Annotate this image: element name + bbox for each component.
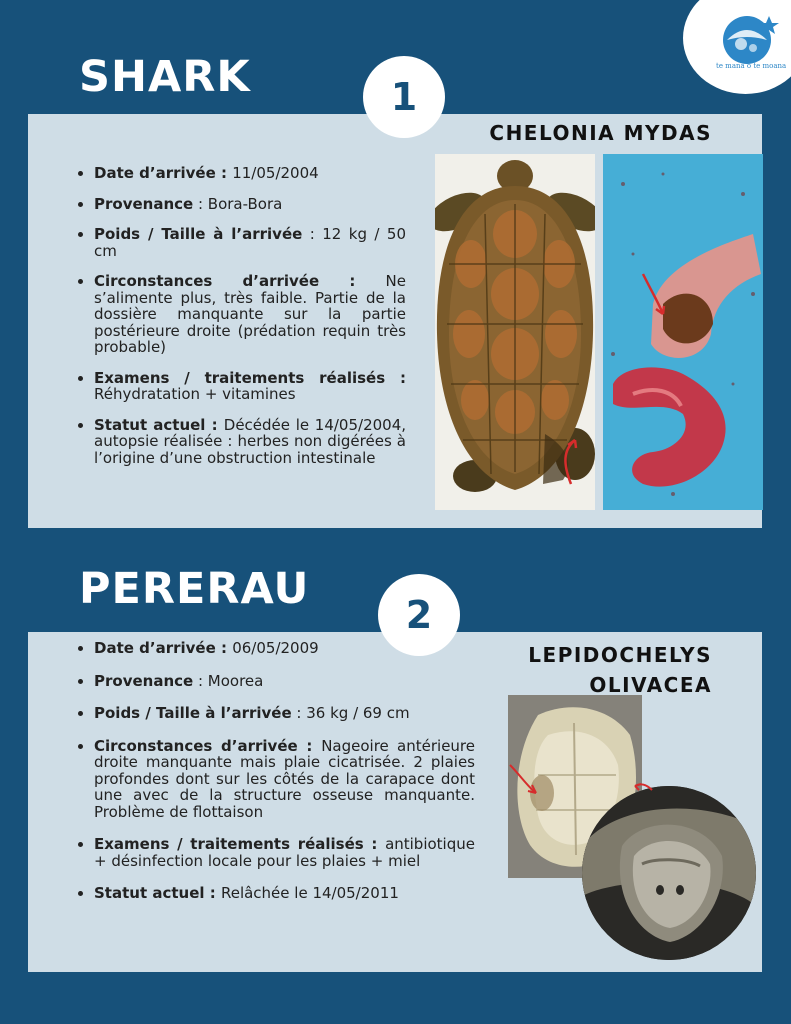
fact-statut: • Statut actuel : Décédée le 14/05/2004, autopsie réalisée : herbes non digérées à l’origine d’une obstruction intestinale bbox=[94, 417, 406, 467]
fact-circonstances: • Circonstances d’arrivée : Ne s’alimente plus, très faible. Partie de la dossière manquante sur la partie postérieure droite (prédation requin très probable) bbox=[94, 273, 406, 356]
case-2-number: 2 bbox=[378, 574, 460, 656]
fact-label: Date d’arrivée bbox=[94, 639, 216, 657]
fact-poids-taille: • Poids / Taille à l’arrivée : 36 kg / 69 cm bbox=[94, 705, 475, 722]
case-1-number: 1 bbox=[363, 56, 445, 138]
fact-value: 12 kg / 50 cm bbox=[94, 225, 406, 260]
fact-value: Moorea bbox=[207, 671, 264, 690]
fact-circonstances: • Circonstances d’arrivée : Nageoire antérieure droite manquante mais plaie cicatrisée. 2 plaies profondes dont sur les côtés de la carapace dont une avec de la structure osseuse manquante. Problème de flottaison bbox=[94, 738, 475, 821]
fact-label: Circonstances d’arrivée bbox=[94, 736, 298, 755]
fact-value: 36 kg / 69 cm bbox=[306, 704, 410, 722]
turtle-head-photo bbox=[582, 786, 756, 960]
fact-value: Nageoire antérieure droite manquante mais plaie cicatrisée. 2 plaies profondes dont sur les côtés de la carapace dont une avec de la structure osseuse manquante. Problème de flottaison bbox=[94, 736, 475, 821]
fact-value: Bora-Bora bbox=[207, 194, 283, 213]
fact-label: Provenance bbox=[94, 194, 194, 213]
fact-value: Relâchée le 14/05/2011 bbox=[220, 884, 399, 902]
fact-value: Réhydratation + vitamines bbox=[94, 385, 296, 403]
fact-value: Ne s’alimente plus, très faible. Partie de la dossière manquante sur la partie postérieure droite (prédation requin très probable) bbox=[94, 272, 406, 356]
fact-statut: • Statut actuel : Relâchée le 14/05/2011 bbox=[94, 885, 475, 902]
case-1-species: CHELONIA MYDAS bbox=[489, 121, 712, 145]
case-1-facts bbox=[76, 165, 406, 466]
fact-examens: • Examens / traitements réalisés : Réhydratation + vitamines bbox=[94, 370, 406, 403]
case-1-name: SHARK bbox=[79, 52, 251, 102]
logo-text: te mana o te moana bbox=[716, 62, 787, 70]
fact-label: Examens / traitements réalisés bbox=[94, 368, 386, 387]
wound-arrow-icon bbox=[632, 780, 654, 794]
fact-value: 11/05/2004 bbox=[232, 164, 319, 182]
fact-value: 06/05/2009 bbox=[232, 639, 319, 657]
fact-label: Poids / Taille à l’arrivée bbox=[94, 704, 292, 722]
fact-label: Statut actuel bbox=[94, 415, 206, 434]
autopsy-intestine-photo bbox=[603, 154, 763, 510]
fact-value: Décédée le 14/05/2004, autopsie réalisée : herbes non digérées à l’origine d’une obstruction intestinale bbox=[94, 415, 407, 467]
fact-label: Provenance bbox=[94, 671, 194, 690]
turtle-carapace-photo bbox=[435, 154, 595, 510]
fact-date-arrivee: • Date d’arrivée : 11/05/2004 bbox=[94, 165, 406, 182]
fact-provenance: • Provenance : Bora-Bora bbox=[94, 196, 406, 213]
fact-date-arrivee: • Date d’arrivée : 06/05/2009 bbox=[94, 640, 475, 657]
fact-poids-taille: • Poids / Taille à l’arrivée : 12 kg / 50 cm bbox=[94, 226, 406, 259]
fact-value: antibiotique + désinfection locale pour les plaies + miel bbox=[94, 835, 475, 870]
case-2-facts bbox=[76, 640, 475, 902]
case-2-name: PERERAU bbox=[79, 564, 310, 614]
fact-examens: • Examens / traitements réalisés : antibiotique + désinfection locale pour les plaies + miel bbox=[94, 836, 475, 869]
fact-label: Statut actuel bbox=[94, 884, 205, 902]
case-2-species: LEPIDOCHELYS OLIVACEA bbox=[528, 643, 712, 697]
fact-label: Examens / traitements réalisés bbox=[94, 835, 364, 853]
fact-label: Poids / Taille à l’arrivée bbox=[94, 225, 303, 243]
fact-provenance: • Provenance : Moorea bbox=[94, 673, 475, 690]
fact-label: Date d’arrivée bbox=[94, 164, 216, 182]
fact-label: Circonstances d’arrivée bbox=[94, 272, 320, 290]
